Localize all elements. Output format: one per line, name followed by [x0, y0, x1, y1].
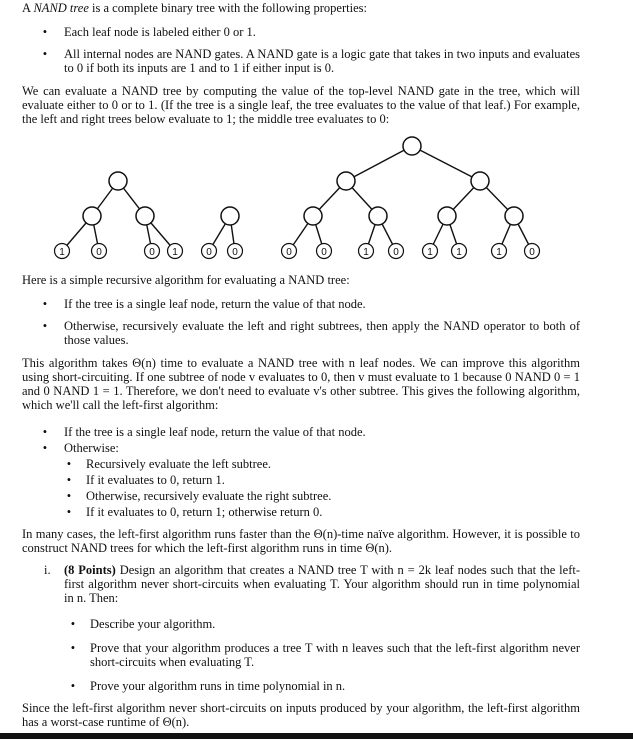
problem-text: Design an algorithm that creates a NAND tree T with n = 2k leaf nodes such that the left-first algorithm never short-circuits when evaluating T. Your algorithm should run in time polynomial in n. Then:	[64, 563, 580, 605]
simple-step: If the tree is a single leaf node, return the value of that node.	[64, 297, 366, 311]
nand-trees-figure	[0, 133, 633, 273]
simple-algorithm-intro: Here is a simple recursive algorithm for evaluating a NAND tree:	[22, 273, 350, 287]
problem-task: Prove your algorithm runs in time polynomial in n.	[90, 679, 346, 693]
leaf-label: 0	[393, 247, 399, 258]
nand-node	[83, 207, 101, 225]
leaf-label: 0	[206, 247, 212, 258]
bullet-icon: •	[66, 457, 72, 471]
nand-node	[505, 207, 523, 225]
intro-definition: is a complete binary tree with the following properties:	[92, 1, 367, 15]
problem-task: Describe your algorithm.	[90, 617, 216, 631]
left-first-substep: If it evaluates to 0, return 1.	[86, 473, 225, 487]
bullet-icon: •	[42, 319, 48, 333]
left-first-substep: If it evaluates to 0, return 1; otherwise return 0.	[86, 505, 323, 519]
nand-node	[438, 207, 456, 225]
many-cases-paragraph: In many cases, the left-first algorithm runs faster than the Θ(n)-time naïve algorithm. However, it is possible to construct NAND trees for which the left-first algorithm runs in time Θ(n).	[22, 527, 580, 555]
nand-node	[136, 207, 154, 225]
nand-node	[221, 207, 239, 225]
bullet-icon: •	[70, 617, 76, 631]
page-bottom-border	[0, 733, 633, 739]
problem-task: Prove that your algorithm produces a tree T with n leaves such that the left-first algorithm never short-circuits when evaluating T.	[90, 641, 580, 669]
leaf-label: 0	[149, 247, 155, 258]
nand-node	[369, 207, 387, 225]
simple-step: Otherwise, recursively evaluate the left and right subtrees, then apply the NAND operator to both of those values.	[64, 319, 580, 347]
leaf-label: 1	[427, 247, 433, 258]
leaf-label: 1	[59, 247, 65, 258]
leaf-label: 1	[363, 247, 369, 258]
intro-line: A NAND tree is a complete binary tree with the following properties:	[22, 1, 367, 15]
bullet-icon: •	[42, 441, 48, 455]
bullet-icon: •	[70, 641, 76, 655]
bullet-icon: •	[66, 473, 72, 487]
nand-node	[403, 137, 421, 155]
problem-number: i.	[44, 563, 51, 577]
nand-node	[337, 172, 355, 190]
bullet-icon: •	[42, 25, 48, 39]
bullet-icon: •	[66, 489, 72, 503]
bullet-icon: •	[42, 425, 48, 439]
leaf-label: 1	[172, 247, 178, 258]
left-first-step: Otherwise:	[64, 441, 119, 455]
nand-node	[109, 172, 127, 190]
closing-paragraph: Since the left-first algorithm never short-circuits on inputs produced by your algorithm, the left-first algorithm has a worst-case runtime of Θ(n).	[22, 701, 580, 729]
leaf-label: 0	[321, 247, 327, 258]
nand-node	[471, 172, 489, 190]
left-first-substep: Otherwise, recursively evaluate the right subtree.	[86, 489, 332, 503]
leaf-label: 1	[456, 247, 462, 258]
evaluate-paragraph: We can evaluate a NAND tree by computing the value of the top-level NAND gate in the tree, which will evaluate either to 0 or to 1. (If the tree is a single leaf, the tree evaluates to the value of that leaf.) For example, the left and right trees below evaluate to 1; the middle tree evaluates to 0:	[22, 84, 580, 126]
problem-points: (8 Points)	[64, 563, 116, 577]
leaf-label: 1	[496, 247, 502, 258]
leaf-label: 0	[529, 247, 535, 258]
property-item: All internal nodes are NAND gates. A NAND gate is a logic gate that takes in two inputs and evaluates to 0 if both its inputs are 1 and to 1 if either input is 0.	[64, 47, 580, 75]
nand-node	[304, 207, 322, 225]
left-first-step: If the tree is a single leaf node, return the value of that node.	[64, 425, 366, 439]
property-item: Each leaf node is labeled either 0 or 1.	[64, 25, 256, 39]
bullet-icon: •	[70, 679, 76, 693]
nand-tree-term: NAND tree	[33, 1, 89, 15]
bullet-icon: •	[42, 297, 48, 311]
bullet-icon: •	[66, 505, 72, 519]
leaf-label: 0	[232, 247, 238, 258]
problem-statement	[64, 563, 580, 605]
left-first-substep: Recursively evaluate the left subtree.	[86, 457, 271, 471]
short-circuit-paragraph: This algorithm takes Θ(n) time to evaluate a NAND tree with n leaf nodes. We can improve this algorithm using short-circuiting. If one subtree of node v evaluates to 0, then v must evaluate to 1 because 0 NAND 0 = 1 and 0 NAND 1 = 1. Therefore, we don't need to evaluate v's other subtree. This gives the following algorithm, which we'll call the left-first algorithm:	[22, 356, 580, 412]
bullet-icon: •	[42, 47, 48, 61]
leaf-label: 0	[286, 247, 292, 258]
leaf-label: 0	[96, 247, 102, 258]
